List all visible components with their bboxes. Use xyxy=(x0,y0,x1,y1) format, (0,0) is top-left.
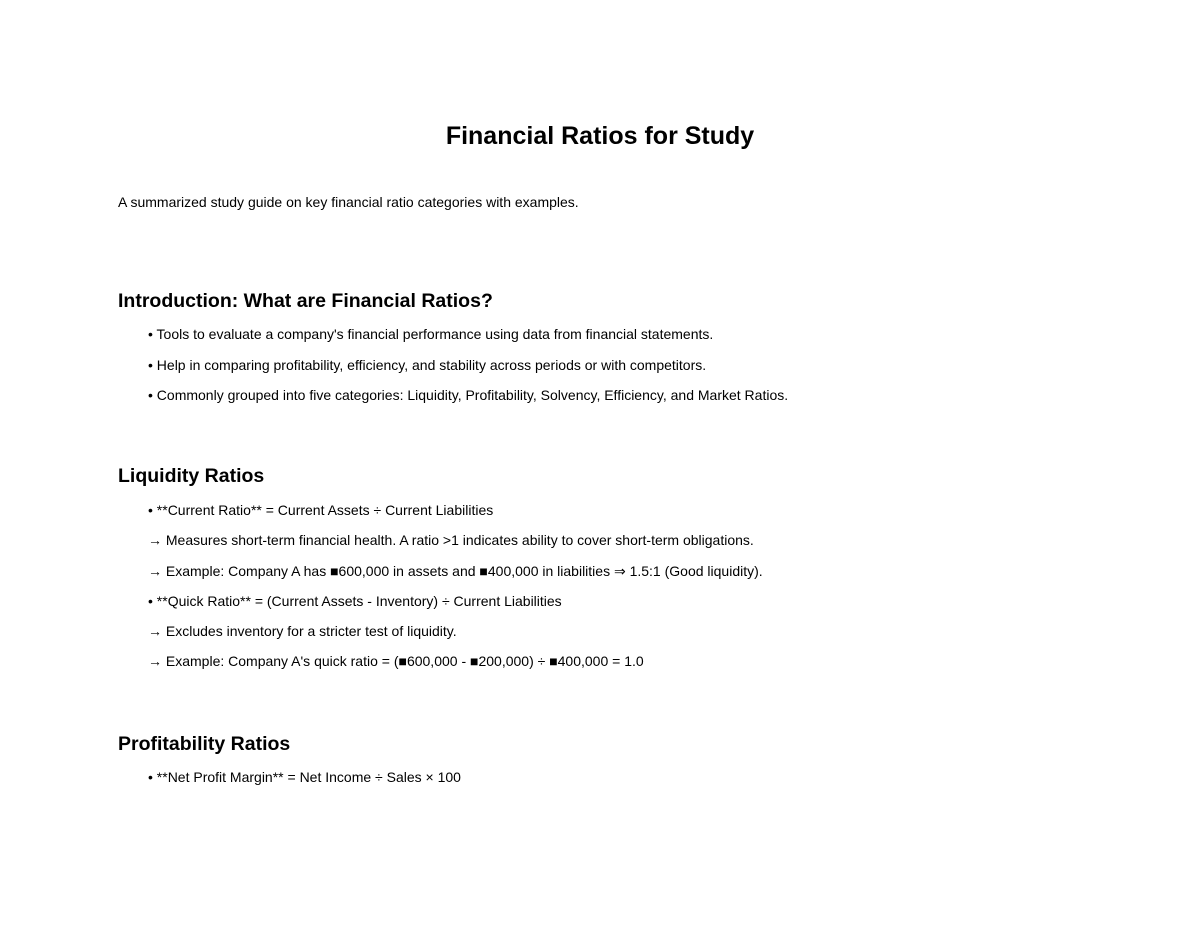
document-subtitle: A summarized study guide on key financial ratio categories with examples. xyxy=(118,194,579,210)
arrow-note: → Example: Company A has ■600,000 in assets and ■400,000 in liabilities ⇒ 1.5:1 (Good liquidity). xyxy=(148,563,763,579)
section-heading-introduction: Introduction: What are Financial Ratios? xyxy=(118,290,493,312)
section-heading-profitability: Profitability Ratios xyxy=(118,733,291,755)
page-title: Financial Ratios for Study xyxy=(445,122,755,150)
bullet-item: • Commonly grouped into five categories: Liquidity, Profitability, Solvency, Efficiency, and Market Ratios. xyxy=(148,387,789,403)
arrow-note: → Excludes inventory for a stricter test of liquidity. xyxy=(148,623,457,639)
bullet-item: • **Quick Ratio** = (Current Assets - Inventory) ÷ Current Liabilities xyxy=(148,593,562,609)
bullet-item: • **Current Ratio** = Current Assets ÷ Current Liabilities xyxy=(148,502,494,518)
arrow-note: → Example: Company A's quick ratio = (■600,000 - ■200,000) ÷ ■400,000 = 1.0 xyxy=(148,653,644,669)
arrow-note: → Measures short-term financial health. A ratio >1 indicates ability to cover short-term obligations. xyxy=(148,532,754,548)
section-heading-liquidity: Liquidity Ratios xyxy=(118,465,265,487)
bullet-item: • Tools to evaluate a company's financial performance using data from financial statements. xyxy=(148,326,714,342)
bullet-item: • **Net Profit Margin** = Net Income ÷ Sales × 100 xyxy=(148,769,461,785)
bullet-item: • Help in comparing profitability, efficiency, and stability across periods or with competitors. xyxy=(148,357,707,373)
